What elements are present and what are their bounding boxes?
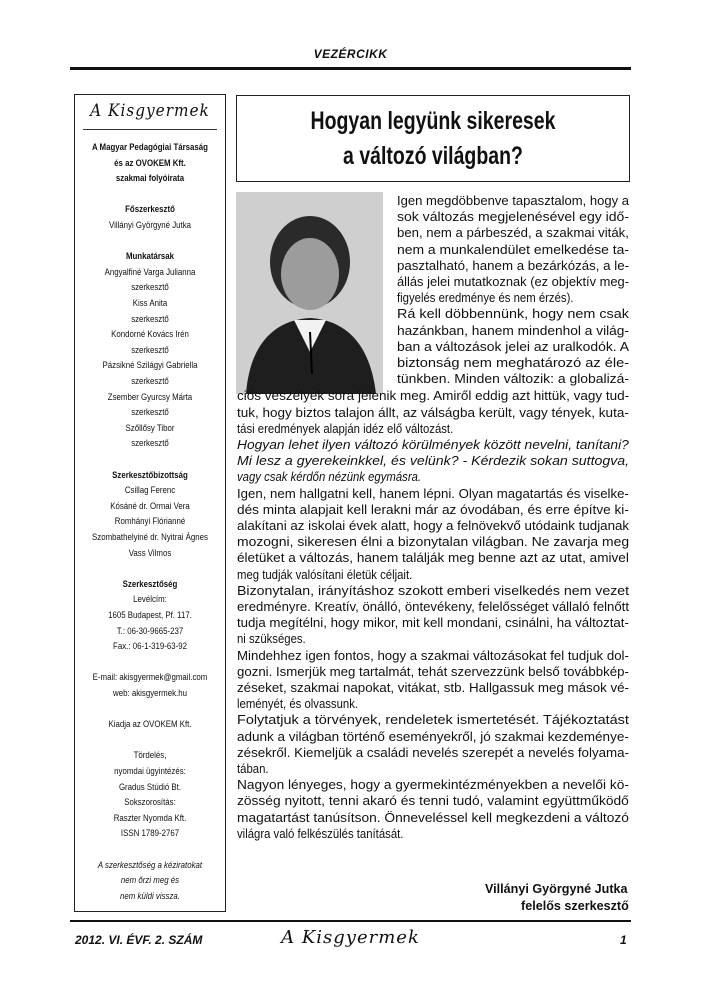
article-line: magatartást tanúsítson. Önneveléssel kell megkezdeni a változó [237, 809, 629, 825]
masthead-line: web: akisgyermek.hu [113, 688, 187, 699]
article-title-box [236, 95, 630, 182]
masthead-line: szerkesztő [131, 344, 169, 356]
masthead-line: szakmai folyóirata [115, 173, 185, 185]
masthead-line: Angyalfiné Varga Julianna [104, 266, 196, 278]
masthead-line: szerkesztő [131, 376, 169, 387]
masthead-line: Szerkesztőbizottság [112, 469, 188, 481]
masthead-line: Kiss Anita [132, 298, 168, 309]
masthead-line: Vass Vilmos [128, 547, 172, 559]
footer-brand: A Kisgyermek [281, 927, 420, 948]
masthead-line: E-mail: akisgyermek@gmail.com [92, 672, 208, 684]
masthead-line: nem őrzi meg és [120, 875, 180, 887]
masthead-line: Csillag Ferenc [124, 485, 176, 497]
masthead-line: Gradus Stúdió Bt. [118, 781, 182, 793]
masthead-line: szerkesztő [131, 438, 169, 450]
article-line: Nagyon lényeges, hogy a gyermekintézményekben a nevelői kö- [237, 777, 629, 793]
article-line: zéseket, szakmai napokat, vitákat, stb. Hallgassuk meg mások vé- [237, 680, 629, 695]
article-line: ben, nem a párbeszéd, a szakmai viták, [397, 225, 629, 241]
article-line: tudja megítélni, hogy mikor, mit kell mondani, csinálni, ha változtat- [237, 615, 629, 631]
article-line: világra való felkészülés tanítását. [237, 825, 404, 841]
article-line: hazánkban, hanem mindenhol a világ- [397, 322, 630, 338]
article-line: adunk a világban történő eseményekről, jó szakmai kezdeménye- [237, 728, 629, 744]
article-line: Igen megdöbbenve tapasztalom, hogy a [397, 193, 630, 208]
article-line: eredményre. Kreatív, önálló, öntevékeny, felelősséget vállaló felnőtt [237, 599, 629, 614]
article-line: tünkben. Minden változik: a globalizá- [397, 371, 630, 387]
masthead-line: Fax.: 06-1-319-63-92 [113, 641, 187, 653]
masthead-line: Tördelés, [133, 750, 167, 762]
masthead-line: Kósáné dr. Ormai Vera [110, 500, 190, 512]
masthead-line: szerkesztő [131, 282, 169, 294]
article-line: Igen, nem hallgatni kell, hanem lépni. Olyan magatartás és viselke- [237, 485, 629, 501]
masthead-line: Raszter Nyomda Kft. [113, 812, 187, 824]
section-label: VEZÉRCIKK [313, 47, 388, 61]
article-line: ni szükséges. [237, 631, 306, 647]
masthead-line: és az OVOKEM Kft. [114, 157, 186, 169]
article-line: biztonság nem meghatározó az éle- [397, 355, 630, 370]
article-line: mozogni, sikeresen élni a bizonytalan világban. Ne zavarja meg [237, 534, 630, 550]
masthead-title-rule [83, 129, 217, 130]
article-line: életüket a változás, hanem találják meg benne azt az utat, amivel [237, 550, 629, 566]
masthead-line: Romhányi Flórianné [114, 516, 186, 528]
article-line: gozni. Ismerjük meg tartalmát, tehát szervezzünk belső továbbkép- [237, 663, 629, 679]
masthead-line: Sokszorosítás: [124, 797, 176, 809]
article-line: sok változás megjelenésével egy idő- [397, 209, 629, 225]
page-number: 1 [620, 933, 627, 947]
footer-rule [70, 920, 631, 922]
author-photo [236, 192, 383, 394]
article-line: ciós veszélyek sora jelenik meg. Amiről eddig azt hittük, vagy tud- [237, 388, 630, 404]
masthead-line: A szerkesztőség a kéziratokat [97, 859, 203, 871]
masthead-line: Zsember Gyurcsy Márta [107, 391, 193, 403]
masthead-line: Szombathelyiné dr. Nyitrai Ágnes [92, 532, 208, 543]
masthead-line: szerkesztő [131, 313, 169, 325]
author-portrait-icon [236, 192, 383, 394]
article-line: tási eredmények alapján idéz elő változást. [237, 420, 454, 436]
masthead-line: Főszerkesztő [125, 204, 175, 216]
article-line: Mindehhez igen fontos, hogy a szakmai változásokat fel tudjuk dol- [237, 647, 629, 663]
masthead-sidebar [74, 94, 226, 912]
article-line: dés minta alapjait kell lerakni már az óvodában, és erre építve ki- [237, 501, 629, 517]
article-line: leményét, és olvassunk. [237, 696, 359, 712]
masthead-line: Levélcím: [133, 594, 167, 606]
article-line: zösség nyitott, tenni akaró és tenni tudó, valamint együttműködő [237, 793, 629, 809]
masthead-line: Szerkesztőség [122, 578, 178, 590]
article-line: Bizonytalan, irányításhoz szokott emberi viselkedés nem vezet [237, 582, 630, 598]
signature-role: felelős szerkesztő [521, 899, 629, 913]
masthead-line: Villányi Györgyné Jutka [108, 220, 192, 231]
masthead-line: Szőllősy Tibor [125, 422, 175, 434]
masthead-line: Pázsikné Szilágyi Gabriella [102, 360, 198, 372]
article-line: ban a változások jelei az uralkodók. A [397, 338, 630, 354]
article-line: vagy csak kérdőn nézünk egymásra. [237, 469, 422, 485]
article-line: tuk, hogy biztos talajon állt, az válságba került, vagy tények, kuta- [237, 404, 629, 420]
masthead-line: nem küldi vissza. [120, 890, 180, 902]
masthead-line: nyomdai ügyintézés: [114, 766, 186, 777]
article-line: meg tudják valósítani életük céljait. [237, 566, 413, 582]
article-line: zésekről. Kiemeljük a családi nevelés szerepét a nevelés folyama- [237, 744, 630, 760]
masthead-title: A Kisgyermek [90, 101, 210, 121]
masthead-line: Kiadja az OVOKEM Kft. [108, 719, 192, 731]
footer-issue: 2012. VI. ÉVF. 2. SZÁM [75, 933, 203, 947]
article-line: állás jelei mutatkoznak (ez objektív meg- [397, 274, 630, 289]
masthead-line: T.: 06-30-9665-237 [116, 625, 184, 637]
masthead-line: szerkesztő [131, 407, 169, 419]
masthead-line: 1605 Budapest, Pf. 117. [108, 610, 192, 621]
masthead-line: Munkatársak [125, 251, 175, 263]
article-line: figyelés eredménye és nem érzés). [397, 290, 574, 306]
article-line: pasztalható, hanem a bezárkózás, a le- [397, 257, 630, 273]
article-line: Hogyan lehet ilyen változó körülmények között nevelni, tanítani? [237, 437, 629, 452]
article-line: Folytatjuk a törvények, rendeletek ismertetését. Tájékoztatást [237, 712, 629, 728]
article-line: nem a munkalendület emelkedése ta- [397, 241, 630, 257]
article-title-line-2: a változó világban? [343, 142, 523, 170]
article-line: Mi lesz a gyerekeinkkel, és velünk? - Kérdezik sokan suttogva, [237, 453, 630, 469]
masthead-line: Kondorné Kovács Irén [111, 329, 189, 341]
article-line: alakítani az iskolai évek alatt, hogy a felnövekvő utódaink tudjanak [237, 518, 630, 533]
masthead-line: A Magyar Pedagógiai Társaság [91, 142, 209, 153]
article-title-line-1: Hogyan legyünk sikeresek [310, 107, 556, 135]
article-line: Rá kell döbbennünk, hogy nem csak [397, 306, 629, 322]
signature-name: Villányi Györgyné Jutka [485, 882, 628, 896]
header-rule [70, 67, 631, 70]
article-line: tában. [237, 761, 269, 776]
masthead-line: ISSN 1789-2767 [120, 828, 180, 840]
